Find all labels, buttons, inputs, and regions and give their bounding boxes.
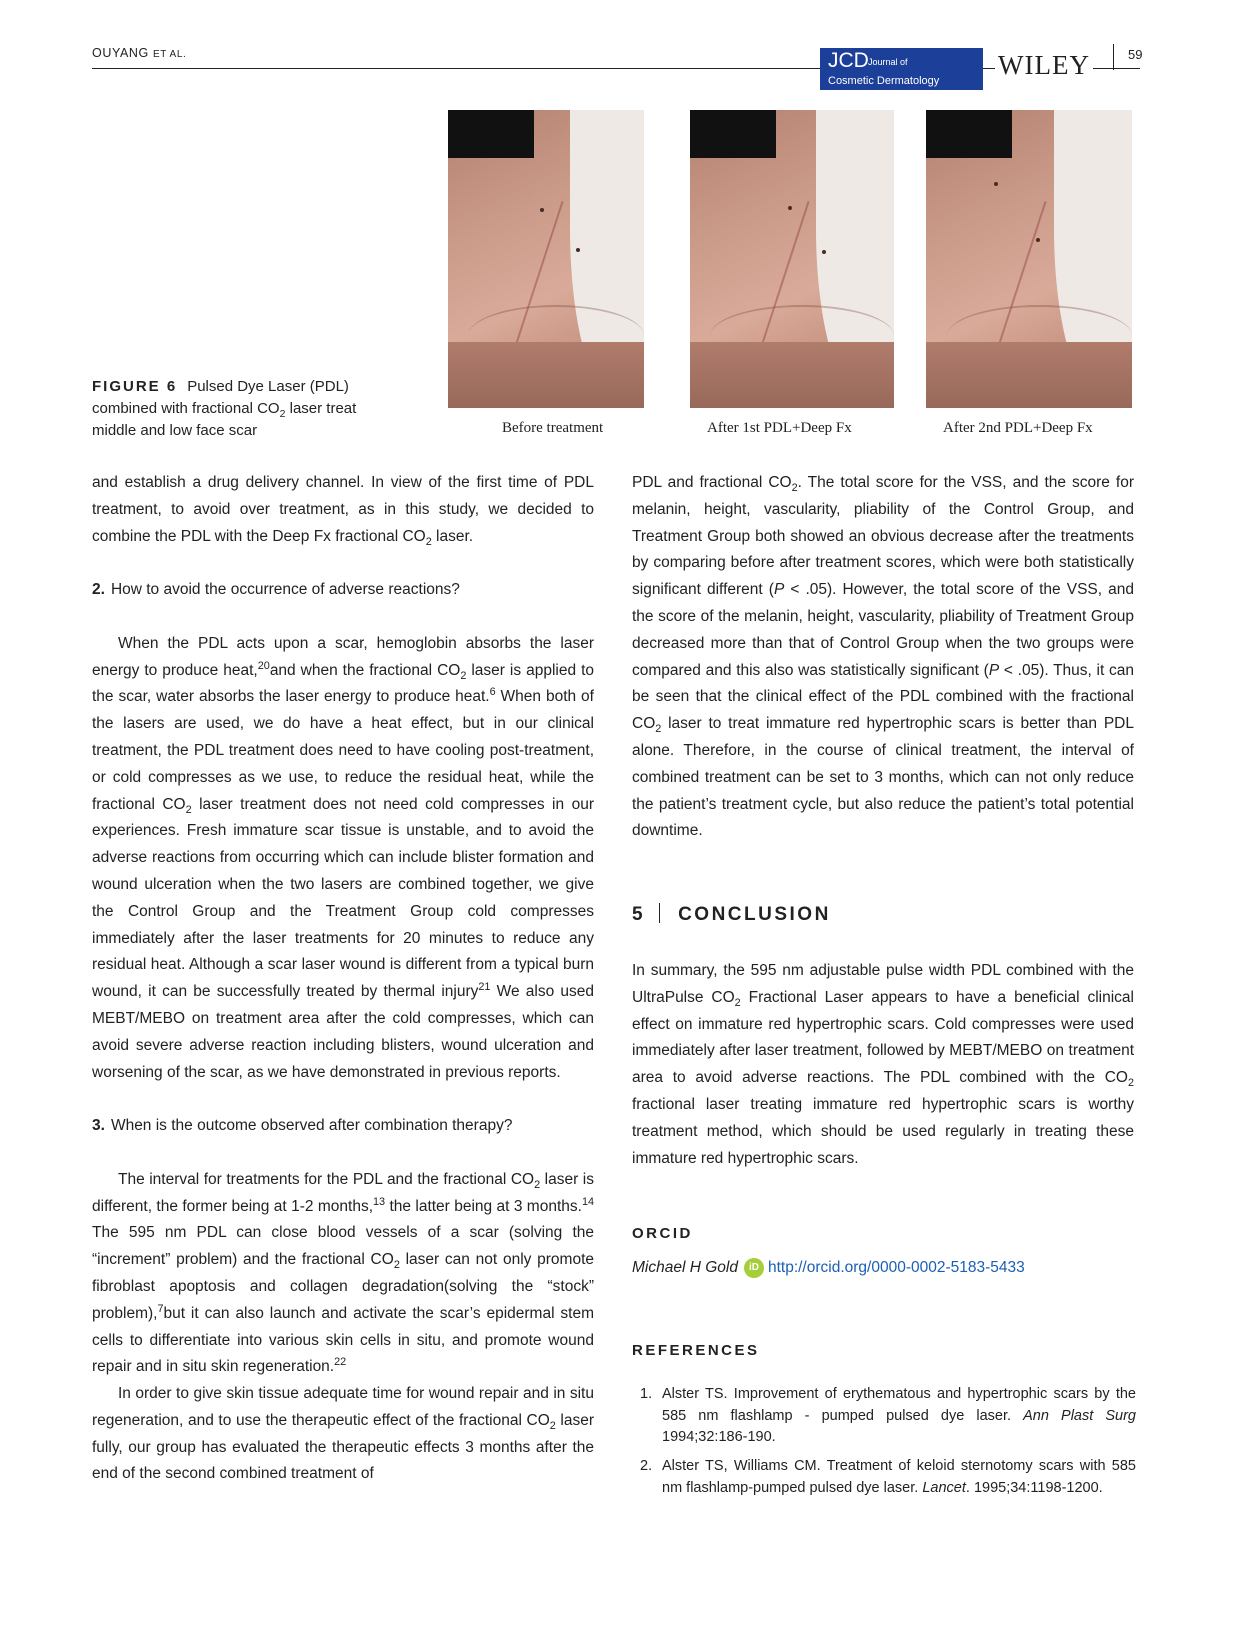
orcid-author-name: Michael H Gold xyxy=(632,1259,738,1276)
figure-label: FIGURE 6 xyxy=(92,378,178,395)
orcid-heading: ORCID xyxy=(632,1225,693,1242)
section-heading-conclusion: 5 CONCLUSION xyxy=(632,904,831,925)
question-heading-3: 3. When is the outcome observed after combination therapy? xyxy=(92,1117,513,1135)
journal-logo-abbr: JCD xyxy=(828,49,869,72)
paragraph: The interval for treatments for the PDL and the fractional $CO_2$ laser is different, the former being at 1-2 months,$^{13}$ the latter being at 3 months.$^{14}$ The 595 nm PDL can close blood vessels of a scar (solving the “increment” problem) and the fractional $CO_2$ laser can not only promote fibroblast apoptosis and collagen degradation(solving the “stock” problem),$^7$but it can also launch and activate the scar’s epidermal stem cells to differentiate into various skin cells in situ, and promote wound repair and in situ skin regeneration.$^{22}$ xyxy=(92,1170,595,1376)
figure-photo-after-1st xyxy=(690,110,894,408)
redaction-box xyxy=(448,110,534,158)
paragraph: When the PDL acts upon a scar, hemoglobin absorbs the laser energy to produce heat,$^{20}$and when the fractional $CO_2$ laser is applied to the scar, water absorbs the laser energy to produce heat.$^6$ When both of the lasers are used, we do have a heat effect, but in our clinical treatment, the PDL treatment does need to have cooling post-treatment, or cold compresses as we use, to reduce the residual heat, while the fractional $CO_2$ laser treatment does not need cold compresses in our experiences. Fresh immature scar tissue is unstable, and to avoid the adverse reactions from occurring which can include blister formation and wound ulceration when the two lasers are combined together, we give the Control Group and the Treatment Group cold compresses immediately after the laser treatments for 20 minutes to reduce any residual heat. Although a scar laser wound is different from a typical burn wound, it can be successfully treated by thermal injury$^{21}$ We also used MEBT/MEBO on treatment area after the cold compresses, which can avoid severe adverse reaction including blisters, wound ulceration and worsening of the scar, as we have demonstrated in previous reports. xyxy=(92,634,594,1081)
page-number: 59 xyxy=(1128,47,1143,62)
references-heading: REFERENCES xyxy=(632,1342,760,1359)
orcid-entry xyxy=(632,1258,1025,1278)
reference-item: 1. Alster TS. Improvement of erythematous and hypertrophic scars by the 585 nm flashlamp - pumped pulsed dye laser. Ann Plast Surg 1994;32:186-190. xyxy=(640,1386,1136,1445)
paragraph: and establish a drug delivery channel. In view of the first time of PDL treatment, to avoid over treatment, as in this study, we decided to combine the PDL with the Deep Fx fractional $CO_2$ laser. xyxy=(92,474,594,548)
right-column xyxy=(632,470,1134,845)
publisher-logo: WILEY xyxy=(995,50,1093,81)
journal-logo-line1: Journal of xyxy=(868,57,908,67)
conclusion-paragraph: In summary, the 595 nm adjustable pulse width PDL combined with the UltraPulse $CO_2$ Fractional Laser appears to have a beneficial clinical effect on immature red hypertrophic scars. Cold compresses were used immediately after laser treatment, followed by MEBT/MEBO on treatment area to avoid adverse reactions. The PDL combined with the $CO_2$ fractional laser treating immature red hypertrophic scars is worthy treatment method, which should be used regularly in treating these immature red hypertrophic scars. xyxy=(632,962,1134,1167)
orcid-link[interactable]: http://orcid.org/0000-0002-5183-5433 xyxy=(767,1259,1025,1276)
photo-label-after-2nd: After 2nd PDL+Deep Fx xyxy=(943,420,1093,436)
photo-label-after-1st: After 1st PDL+Deep Fx xyxy=(707,420,852,436)
photo-label-before: Before treatment xyxy=(502,420,604,436)
redaction-box xyxy=(690,110,776,158)
journal-logo xyxy=(820,48,983,90)
figure-caption: FIGURE 6 Pulsed Dye Laser (PDL) combined with fractional $CO_2$ laser treat middle and low face scar xyxy=(92,378,357,439)
running-head-author: OUYANG ET AL. xyxy=(92,46,187,60)
question-heading-2: 2. How to avoid the occurrence of adverse reactions? xyxy=(92,581,460,599)
orcid-icon: iD xyxy=(744,1258,764,1278)
figure-photo-after-2nd xyxy=(926,110,1132,408)
redaction-box xyxy=(926,110,1012,158)
left-column xyxy=(92,470,594,1488)
reference-item: 2. Alster TS, Williams CM. Treatment of keloid sternotomy scars with 585 nm flashlamp-pumped pulsed dye laser. Lancet. 1995;34:1198-1200. xyxy=(640,1458,1136,1496)
page-number-divider xyxy=(1113,44,1114,70)
running-head-etal: ET AL. xyxy=(152,49,187,60)
paragraph: In order to give skin tissue adequate time for wound repair and in situ regeneration, and to use the therapeutic effect of the fractional $CO_2$ laser fully, our group has evaluated the therapeutic effects 3 months after the end of the second combined treatment of xyxy=(92,1385,595,1483)
figure-photo-before xyxy=(448,110,644,408)
journal-logo-line2: Cosmetic Dermatology xyxy=(828,75,940,87)
paragraph: PDL and fractional $CO_2$. The total score for the VSS, and the score for melanin, height, vascularity, pliability of the Control Group, and Treatment Group both showed an obvious decrease after the treatments by comparing before after treatment scores, which were both statistically significant different (P < .05). However, the total score of the VSS, and the score of the melanin, height, vascularity, pliability of Treatment Group decreased more than that of Control Group when the two groups were compared and this also was statistically significant (P < .05). Thus, it can be seen that the clinical effect of the PDL combined with the fractional $CO_2$ laser to treat immature red hypertrophic scars is better than PDL alone. Therefore, in the course of clinical treatment, the interval of combined treatment can be set to 3 months, which can not only reduce the patient’s treatment cycle, but also reduce the patient’s total potential downtime. xyxy=(632,474,1134,840)
